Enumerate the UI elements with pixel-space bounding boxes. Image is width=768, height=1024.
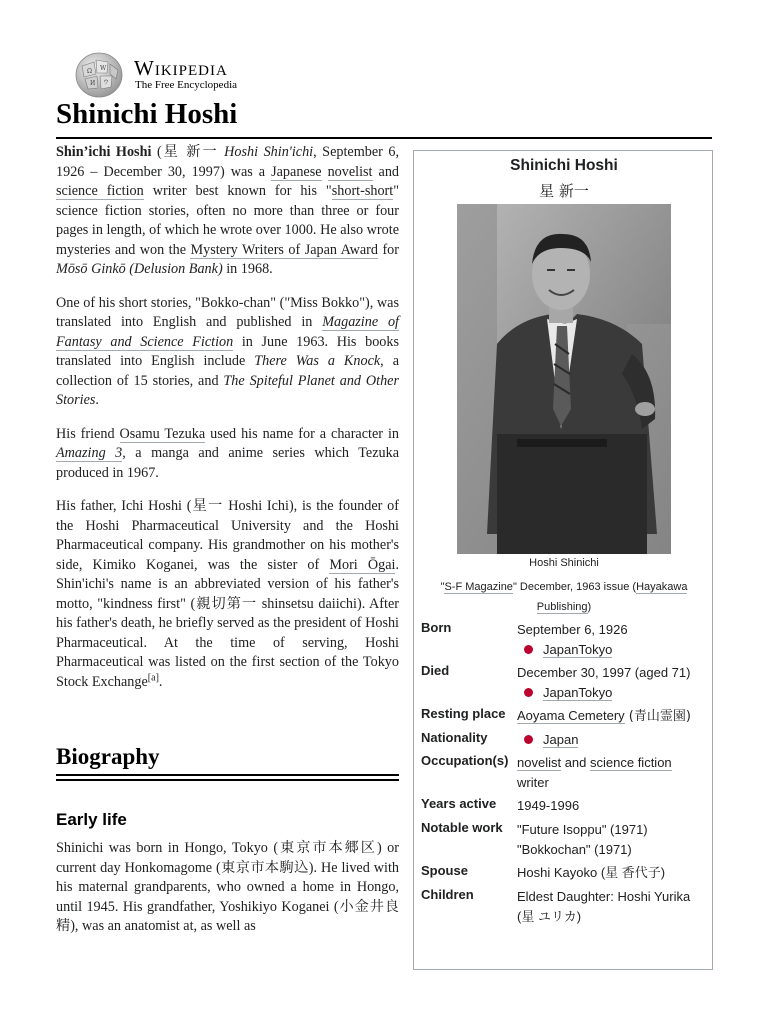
article-lead <box>56 143 399 706</box>
infobox <box>413 150 713 970</box>
book-moso-ginko: Mōsō Ginkō (Delusion Bank) <box>56 261 223 277</box>
subject-romaji: Hoshi Shin'ichi <box>224 144 314 160</box>
portrait-photo[interactable] <box>457 204 671 554</box>
lead-paragraph-4: His father, Ichi Hoshi (星一 Hoshi Ichi), is the founder of the Hoshi Pharmaceutical University and the Hoshi Pharmaceutical company. His grandmother on his mother's side, Kimiko Koganei, was the sister of Mori Ōgai. Shin'ichi's name is an abbreviated version of his father's motto, "kindness first" (親切第一 shinsetsu daiichi). After his father's death, he briefly served as the president of Hoshi Pharmaceutical. At the time of serving, Hoshi Pharmaceutical was listed on the first section of the Tokyo Stock Exchange[a]. <box>56 498 399 690</box>
link-occupation-novelist[interactable]: novelist <box>517 755 562 770</box>
value-resting-place: Aoyama Cemetery (青山霊園) <box>517 708 691 724</box>
value-died: December 30, 1997 (aged 71) JapanTokyo <box>517 665 691 700</box>
page-title: Shinichi Hoshi <box>56 98 238 130</box>
link-hayakawa-publishing[interactable]: Hayakawa Publishing <box>536 581 688 613</box>
svg-text:Ω: Ω <box>87 68 92 75</box>
infobox-row-occupation <box>421 753 711 795</box>
label-born: Born <box>421 620 452 635</box>
link-novelist[interactable]: novelist <box>327 163 373 180</box>
lead-paragraph-1: Shin’ichi Hoshi (星 新一 Hoshi Shin'ichi, September 6, 1926 – December 30, 1997) was a Japanese novelist and science fiction writer best known for his "short-short" science fiction stories, often no more than three or four pages in length, of which he wrote over 1000. He also wrote mysteries and won the Mystery Writers of Japan Award for Mōsō Ginkō (Delusion Bank) in 1968. <box>56 144 400 277</box>
label-resting-place: Resting place <box>421 706 506 721</box>
label-occupation: Occupation(s) <box>421 753 509 768</box>
label-years-active: Years active <box>421 796 497 811</box>
infobox-title: Shinichi Hoshi <box>510 157 618 174</box>
link-sf-magazine[interactable]: S-F Magazine <box>444 581 513 593</box>
value-nationality <box>517 730 707 750</box>
infobox-row-children <box>421 887 711 929</box>
value-notable-work: "Future Isoppu" (1971) "Bokkochan" (1971) <box>517 822 648 857</box>
book-spiteful-planet: The Spiteful Planet and Other Stories <box>56 372 399 408</box>
link-born-place[interactable]: JapanTokyo <box>543 641 613 657</box>
value-occupation: novelist and science fiction writer <box>517 755 672 790</box>
photo-source: "S-F Magazine" December, 1963 issue (Hayakawa Publishing) <box>440 581 688 613</box>
japan-flag-icon <box>524 645 533 654</box>
subject-name: Shin’ichi Hoshi <box>56 144 152 160</box>
svg-text:W: W <box>100 65 107 72</box>
link-short-short[interactable]: short-short <box>331 183 394 199</box>
link-mystery-award[interactable]: Mystery Writers of Japan Award <box>190 241 378 258</box>
value-spouse: Hoshi Kayoko (星 香代子) <box>517 865 666 880</box>
link-japanese[interactable]: Japanese <box>271 163 322 180</box>
wikipedia-tagline: The Free Encyclopedia <box>135 79 238 91</box>
japan-flag-icon <box>524 688 533 697</box>
value-years-active: 1949-1996 <box>517 798 580 813</box>
infobox-row-died <box>421 663 711 705</box>
svg-text:ウ: ウ <box>103 79 110 86</box>
infobox-row-notable-work <box>421 820 711 862</box>
infobox-row-years-active <box>421 796 711 818</box>
subject-kanji: 星 新一 <box>161 144 219 160</box>
link-science-fiction[interactable]: science fiction <box>56 183 144 199</box>
label-spouse: Spouse <box>421 863 468 878</box>
wikipedia-globe-icon <box>74 52 124 98</box>
label-nationality: Nationality <box>421 730 488 745</box>
reference-a[interactable]: [a] <box>147 671 159 683</box>
link-japan[interactable]: Japan <box>543 732 579 747</box>
photo-caption: Hoshi Shinichi <box>529 557 599 569</box>
link-fantasy-magazine[interactable]: Magazine of Fantasy and Science Fiction <box>56 314 399 350</box>
section-heading-biography: Biography <box>56 744 160 769</box>
japan-flag-icon <box>524 735 533 744</box>
label-notable-work: Notable work <box>421 820 503 835</box>
link-amazing-3[interactable]: Amazing 3 <box>56 445 123 461</box>
infobox-row-born <box>421 620 711 662</box>
wikipedia-logo[interactable] <box>74 52 274 100</box>
link-occupation-science-fiction[interactable]: science fiction <box>590 755 672 770</box>
label-children: Children <box>421 887 474 902</box>
infobox-native-name: 星 新一 <box>539 182 589 200</box>
book-there-was-a-knock: There Was a Knock <box>254 353 381 369</box>
lead-paragraph-2: One of his short stories, "Bokko-chan" ("Miss Bokko"), was translated into English and published in Magazine of Fantasy and Science Fiction in June 1963. His books translated into English include There Was a Knock, a collection of 15 stories, and The Spiteful Planet and Other Stories. <box>56 294 399 408</box>
label-died: Died <box>421 663 450 678</box>
infobox-row-nationality <box>421 730 711 752</box>
early-life-paragraph: Shinichi was born in Hongo, Tokyo (東京市本郷区) or current day Honkomagome (東京市本駒込). He lived with his maternal grandparents, who owned a home in Hongo, until 1945. His grandfather, Yoshikiyo Koganei (小金井良精), was an anatomist at, as well as <box>56 840 400 934</box>
title-divider <box>56 137 712 139</box>
svg-text:И: И <box>90 80 96 87</box>
value-born: September 6, 1926 JapanTokyo <box>517 622 628 657</box>
infobox-row-spouse <box>421 863 711 885</box>
link-mori-ogai[interactable]: Mori Ōgai <box>329 556 396 573</box>
link-osamu-tezuka[interactable]: Osamu Tezuka <box>119 425 206 442</box>
wikipedia-wordmark: Wikipedia <box>134 56 228 80</box>
lead-paragraph-3: His friend Osamu Tezuka used his name for a character in Amazing 3, a manga and anime series which Tezuka produced in 1967. <box>56 425 399 481</box>
value-children: Eldest Daughter: Hoshi Yurika (星 ユリカ) <box>517 889 691 924</box>
link-aoyama-cemetery[interactable]: Aoyama Cemetery <box>517 708 625 723</box>
link-died-place[interactable]: JapanTokyo <box>543 684 613 700</box>
subsection-heading-early-life: Early life <box>56 810 127 829</box>
section-divider <box>56 774 399 781</box>
infobox-row-resting-place <box>421 706 711 728</box>
